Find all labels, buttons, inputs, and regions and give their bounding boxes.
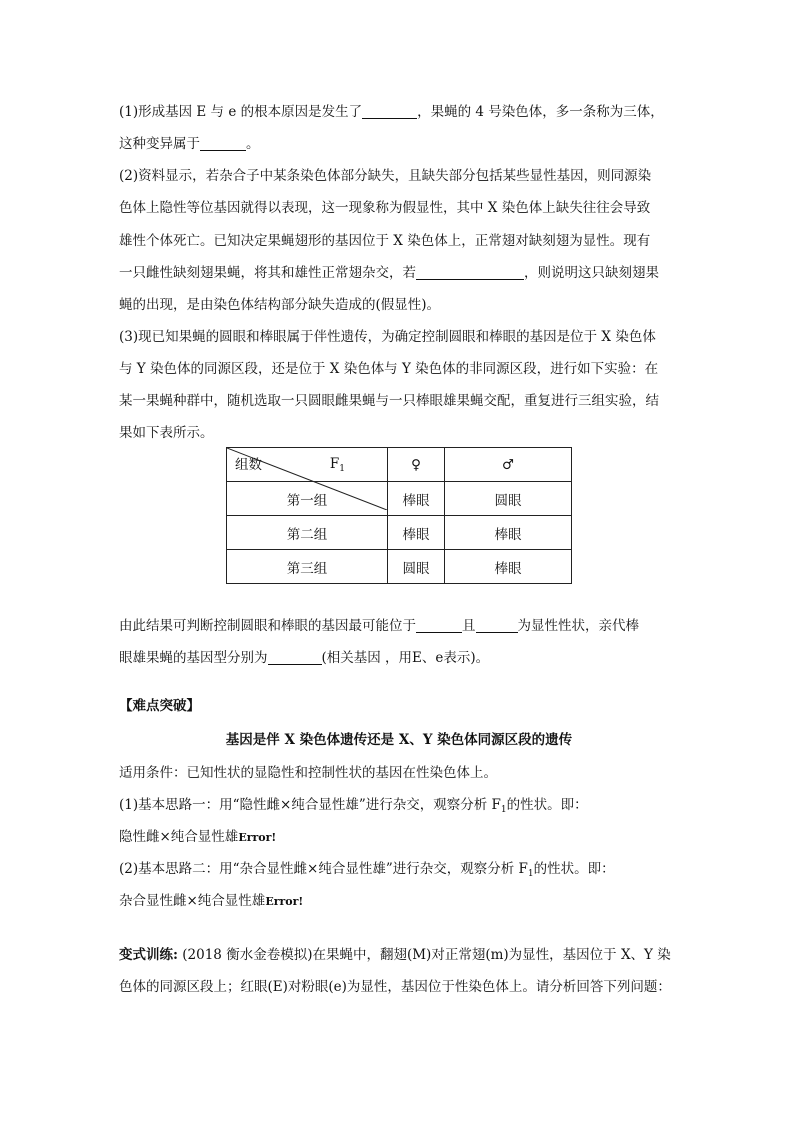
text: 隐性雌×纯合显性雄 (119, 829, 239, 845)
answer-blank (268, 648, 322, 665)
group-cell: 第一组 (227, 482, 388, 516)
condition-line: 适用条件：已知性状的显隐性和控制性状的基因在性染色体上。 (119, 765, 497, 781)
header-male: ♂ (445, 448, 572, 482)
variant-label: 变式训练: (119, 947, 178, 963)
variant-line1 (119, 939, 679, 971)
section-title: 基因是伴 X 染色体遗传还是 X、Y 染色体同源区段的遗传 (225, 732, 573, 748)
q2-line3: 雄性个体死亡。已知决定果蝇翅形的基因位于 X 染色体上，正常翅对缺刻翅为显性。现有 (119, 233, 651, 249)
header-group-count: 组数 (235, 457, 262, 473)
text: (2)基本思路二：用“杂合显性雌×纯合显性雄”进行杂交，观察分析 F (119, 861, 528, 877)
table-row (227, 516, 572, 550)
header-f1: $F_1$ (329, 456, 345, 474)
text: 眼雄果蝇的基因型分别为 (119, 650, 268, 666)
male-cell: 圆眼 (445, 482, 572, 516)
text: 。 (246, 136, 260, 152)
q2-line2: 色体上隐性等位基因就得以表现，这一现象称为假显性，其中 X 染色体上缺失往往会导致 (119, 200, 651, 216)
text: ，果蝇的 4 号染色体，多一条称为三体， (417, 104, 664, 120)
male-cell: 棒眼 (445, 550, 572, 584)
text: 一只雌性缺刻翅果蝇，将其和雄性正常翅杂交，若 (119, 265, 416, 281)
text: 杂合显性雌×纯合显性雄 (119, 893, 266, 909)
diagonal-header-cell (227, 448, 388, 482)
group-cell: 第三组 (227, 550, 388, 584)
q1-line2 (119, 128, 679, 160)
female-cell: 棒眼 (388, 482, 445, 516)
answer-blank (476, 616, 518, 633)
conclusion-line2 (119, 642, 679, 674)
header-female: ♀ (388, 448, 445, 482)
q3-line3: 某一果蝇种群中，随机选取一只圆眼雌果蝇与一只棒眼雄果蝇交配，重复进行三组实验，结 (119, 393, 659, 409)
text: 为显性性状，亲代棒 (517, 618, 639, 634)
answer-blank (416, 616, 462, 633)
text: (相关基因 ，用E、e表示)。 (321, 650, 490, 666)
variant-line2: 色体的同源区段上；红眼(E)对粉眼(e)为显性，基因位于性染色体上。请分析回答下列问题： (119, 979, 671, 995)
q3-line1: (3)现已知果蝇的圆眼和棒眼属于伴性遗传，为确定控制圆眼和棒眼的基因是位于 X 染色体 (119, 329, 656, 345)
q3-line4: 果如下表所示。 (119, 425, 214, 441)
text: (1)形成基因 E 与 e 的根本原因是发生了 (119, 104, 363, 120)
q2-line5: 蝇的出现，是由染色体结构部分缺失造成的(假显性)。 (119, 297, 441, 313)
section-heading: 【难点突破】 (119, 698, 200, 714)
text: 且 (462, 618, 476, 634)
q3-line2: 与 Y 染色体的同源区段，还是位于 X 染色体与 Y 染色体的非同源区段，进行如下实验：在 (119, 361, 659, 377)
idea2-line: (2)基本思路二：用“杂合显性雌×纯合显性雄”进行杂交，观察分析 $F_1$的性状。即： (119, 861, 615, 879)
text: ，则说明这只缺刻翅果 (524, 265, 659, 281)
text: 的性状。即： (506, 797, 588, 813)
female-cell: 棒眼 (388, 516, 445, 550)
cross2-line (119, 885, 679, 918)
error-text: Error! (265, 895, 304, 908)
text: 的性状。即： (533, 861, 615, 877)
error-text: Error! (238, 831, 277, 844)
male-cell: 棒眼 (445, 516, 572, 550)
conclusion-line1 (119, 610, 679, 642)
text: 这种变异属于 (119, 136, 200, 152)
group-cell: 第二组 (227, 516, 388, 550)
answer-blank (416, 263, 524, 280)
text: 由此结果可判断控制圆眼和棒眼的基因最可能位于 (119, 618, 416, 634)
q2-line1: (2)资料显示，若杂合子中某条染色体部分缺失，且缺失部分包括某些显性基因，则同源染 (119, 168, 652, 184)
q1-line1 (119, 96, 679, 128)
table-row (227, 550, 572, 584)
answer-blank (200, 134, 246, 151)
results-table (226, 447, 572, 584)
table-header-row (227, 448, 572, 482)
cross1-line (119, 821, 679, 854)
answer-blank (362, 102, 417, 119)
text: (2018 衡水金卷模拟)在果蝇中，翻翅(M)对正常翅(m)为显性，基因位于 X、Y 染 (177, 947, 671, 963)
q2-line4 (119, 257, 679, 289)
text: (1)基本思路一：用“隐性雌×纯合显性雄”进行杂交，观察分析 F (119, 797, 501, 813)
idea1-line: (1)基本思路一：用“隐性雌×纯合显性雄”进行杂交，观察分析 $F_1$的性状。即： (119, 797, 588, 815)
female-cell: 圆眼 (388, 550, 445, 584)
